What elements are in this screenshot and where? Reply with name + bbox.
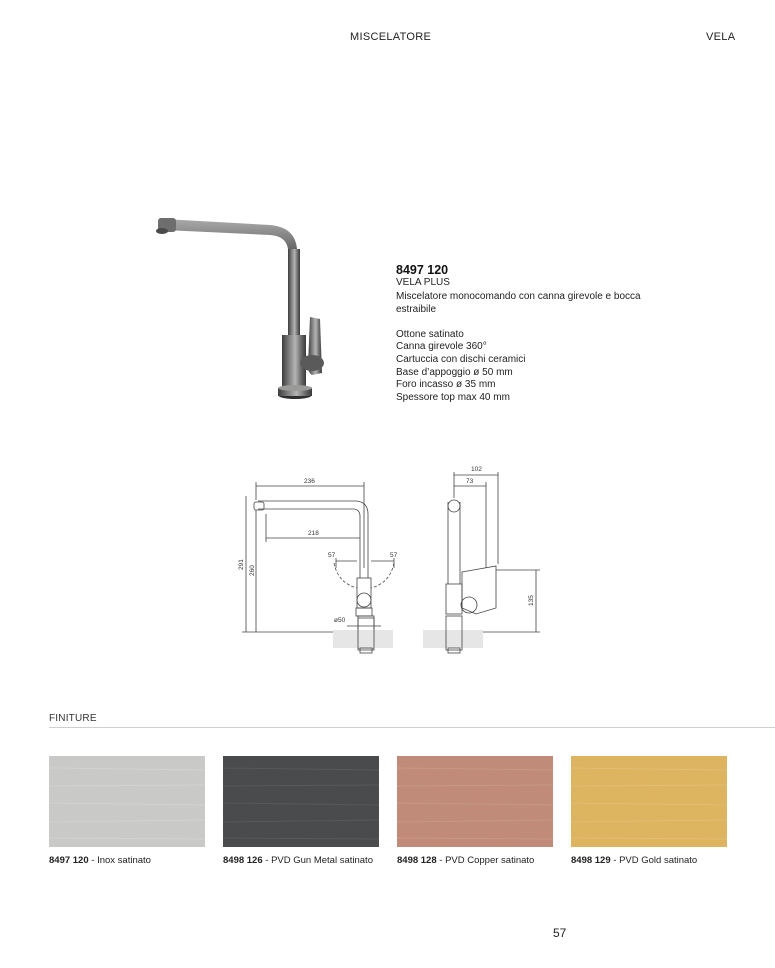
spec-item: Base d’appoggio ø 50 mm: [396, 366, 513, 378]
header-product-line: VELA: [706, 31, 736, 43]
dim-base-diameter: ø50: [334, 617, 346, 624]
finishes-divider: [49, 727, 775, 728]
finish-name: - Inox satinato: [88, 855, 151, 866]
finish-code: 8498 126: [223, 855, 263, 866]
finish-label-gold: [571, 855, 697, 866]
finish-label-inox: [49, 855, 151, 866]
finish-label-copper: [397, 855, 534, 866]
finish-code: 8498 129: [571, 855, 611, 866]
dim-height-spout: 260: [249, 565, 256, 576]
finish-name: - PVD Gun Metal satinato: [262, 855, 373, 866]
spec-item: Canna girevole 360°: [396, 341, 487, 353]
page-number: 57: [553, 926, 567, 940]
dim-height-total: 291: [238, 559, 245, 570]
finish-name: - PVD Copper satinato: [436, 855, 535, 866]
finish-label-gun-metal: [223, 855, 373, 866]
spec-item: Spessore top max 40 mm: [396, 391, 510, 403]
header-category: MISCELATORE: [350, 31, 432, 43]
spec-item: Ottone satinato: [396, 328, 464, 340]
finish-name: - PVD Gold satinato: [610, 855, 698, 866]
finish-swatch-copper: [397, 756, 553, 847]
finish-swatch-inox: [49, 756, 205, 847]
finishes-title: FINITURE: [49, 713, 97, 724]
finish-swatch-gun-metal: [223, 756, 379, 847]
finish-swatch-gold: [571, 756, 727, 847]
dim-swing-left: 57: [328, 552, 336, 559]
product-info: [396, 263, 656, 404]
product-model: VELA PLUS: [396, 277, 450, 288]
dim-width-total: 236: [304, 478, 315, 485]
dim-swing-right: 57: [390, 552, 398, 559]
dim-side-depth: 73: [466, 478, 474, 485]
product-specs: [396, 329, 656, 405]
product-photo: [150, 205, 330, 415]
product-description: Miscelatore monocomando con canna girevole e bocca estraibile: [396, 291, 641, 315]
product-code: 8497 120: [396, 263, 449, 277]
dim-side-depth-total: 102: [471, 466, 482, 473]
dim-reach: 218: [308, 530, 319, 537]
spec-item: Foro incasso ø 35 mm: [396, 379, 496, 391]
finish-code: 8497 120: [49, 855, 89, 866]
finish-code: 8498 128: [397, 855, 437, 866]
spec-item: Cartuccia con dischi ceramici: [396, 353, 526, 365]
technical-drawing: [226, 458, 556, 668]
dim-lever-height: 135: [528, 595, 535, 606]
